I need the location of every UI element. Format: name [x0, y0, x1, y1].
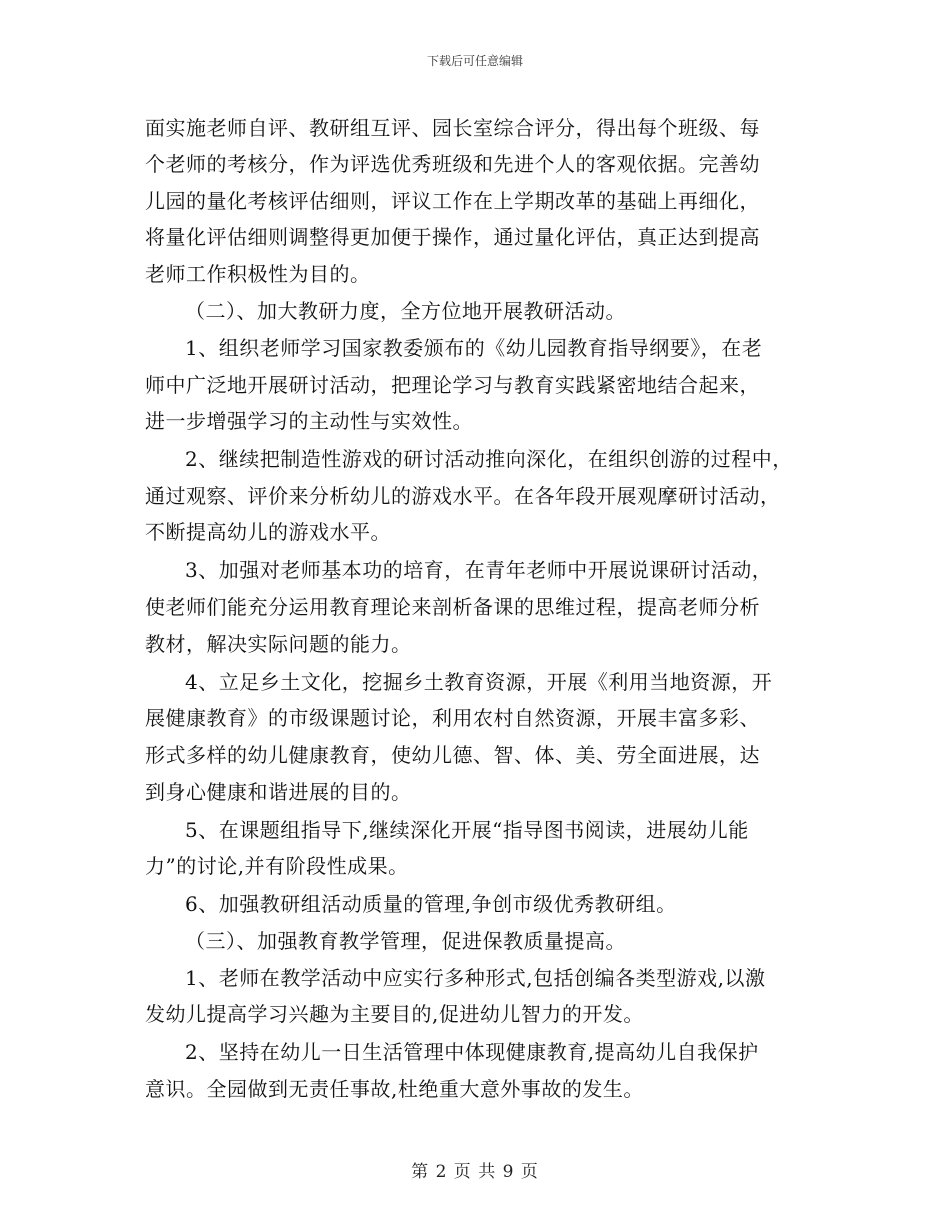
text-line: 师中广泛地开展研讨活动，把理论学习与教育实践紧密地结合起来， [145, 373, 760, 397]
text-line: 意识。全园做到无责任事故,杜绝重大意外事故的发生。 [145, 1077, 644, 1101]
text-line: 不断提高幼儿的游戏水平。 [145, 520, 391, 544]
text-line: 使老师们能充分运用教育理论来剖析备课的思维过程，提高老师分析 [145, 595, 760, 619]
text-line: 老师工作积极性为目的。 [145, 262, 371, 286]
text-line: 形式多样的幼儿健康教育，使幼儿德、智、体、美、劳全面进展，达 [145, 743, 760, 767]
text-line: 儿园的量化考核评估细则，评议工作在上学期改革的基础上再细化， [145, 189, 760, 213]
text-line: 到身心健康和谐进展的目的。 [145, 780, 412, 804]
text-line: 2、坚持在幼儿一日生活管理中体现健康教育,提高幼儿自我保护 [185, 1040, 759, 1064]
text-line: 进一步增强学习的主动性与实效性。 [145, 409, 473, 433]
text-line: 发幼儿提高学习兴趣为主要目的,促进幼儿智力的开发。 [145, 1002, 644, 1026]
text-line: 展健康教育》的市级课题讨论，利用农村自然资源，开展丰富多彩、 [145, 706, 760, 730]
text-line: 5、在课题组指导下,继续深化开展“指导图书阅读，进展幼儿能 [185, 818, 749, 842]
section-heading: （三）、加强教育教学管理，促进保教质量提高。 [185, 929, 626, 953]
text-line: 1、组织老师学习国家教委颁布的《幼儿园教育指导纲要》，在老 [185, 336, 763, 360]
text-line: 教材，解决实际问题的能力。 [145, 632, 412, 656]
text-line: 4、立足乡土文化，挖掘乡土教育资源，开展《利用当地资源，开 [185, 670, 773, 694]
text-line: 2、继续把制造性游戏的研讨活动推向深化，在组织创游的过程中， [185, 447, 793, 471]
text-line: 力”的讨论,并有阶段性成果。 [145, 854, 409, 878]
page-header: 下载后可任意编辑 [426, 54, 523, 68]
page-number: 第 2 页 共 9 页 [411, 1162, 539, 1182]
text-line: 将量化评估细则调整得更加便于操作，通过量化评估，真正达到提高 [145, 225, 760, 249]
section-heading: （二）、加大教研力度，全方位地开展教研活动。 [185, 299, 626, 323]
text-line: 6、加强教研组活动质量的管理,争创市级优秀教研组。 [185, 892, 677, 916]
text-line: 面实施老师自评、教研组互评、园长室综合评分，得出每个班级、每 [145, 116, 760, 140]
text-line: 3、加强对老师基本功的培育，在青年老师中开展说课研讨活动， [185, 558, 773, 582]
text-line: 个老师的考核分，作为评选优秀班级和先进个人的客观依据。完善幼 [145, 152, 760, 176]
text-line: 1、老师在教学活动中应实行多种形式,包括创编各类型游戏,以激 [185, 966, 766, 990]
text-line: 通过观察、评价来分析幼儿的游戏水平。在各年段开展观摩研讨活动， [145, 484, 781, 508]
